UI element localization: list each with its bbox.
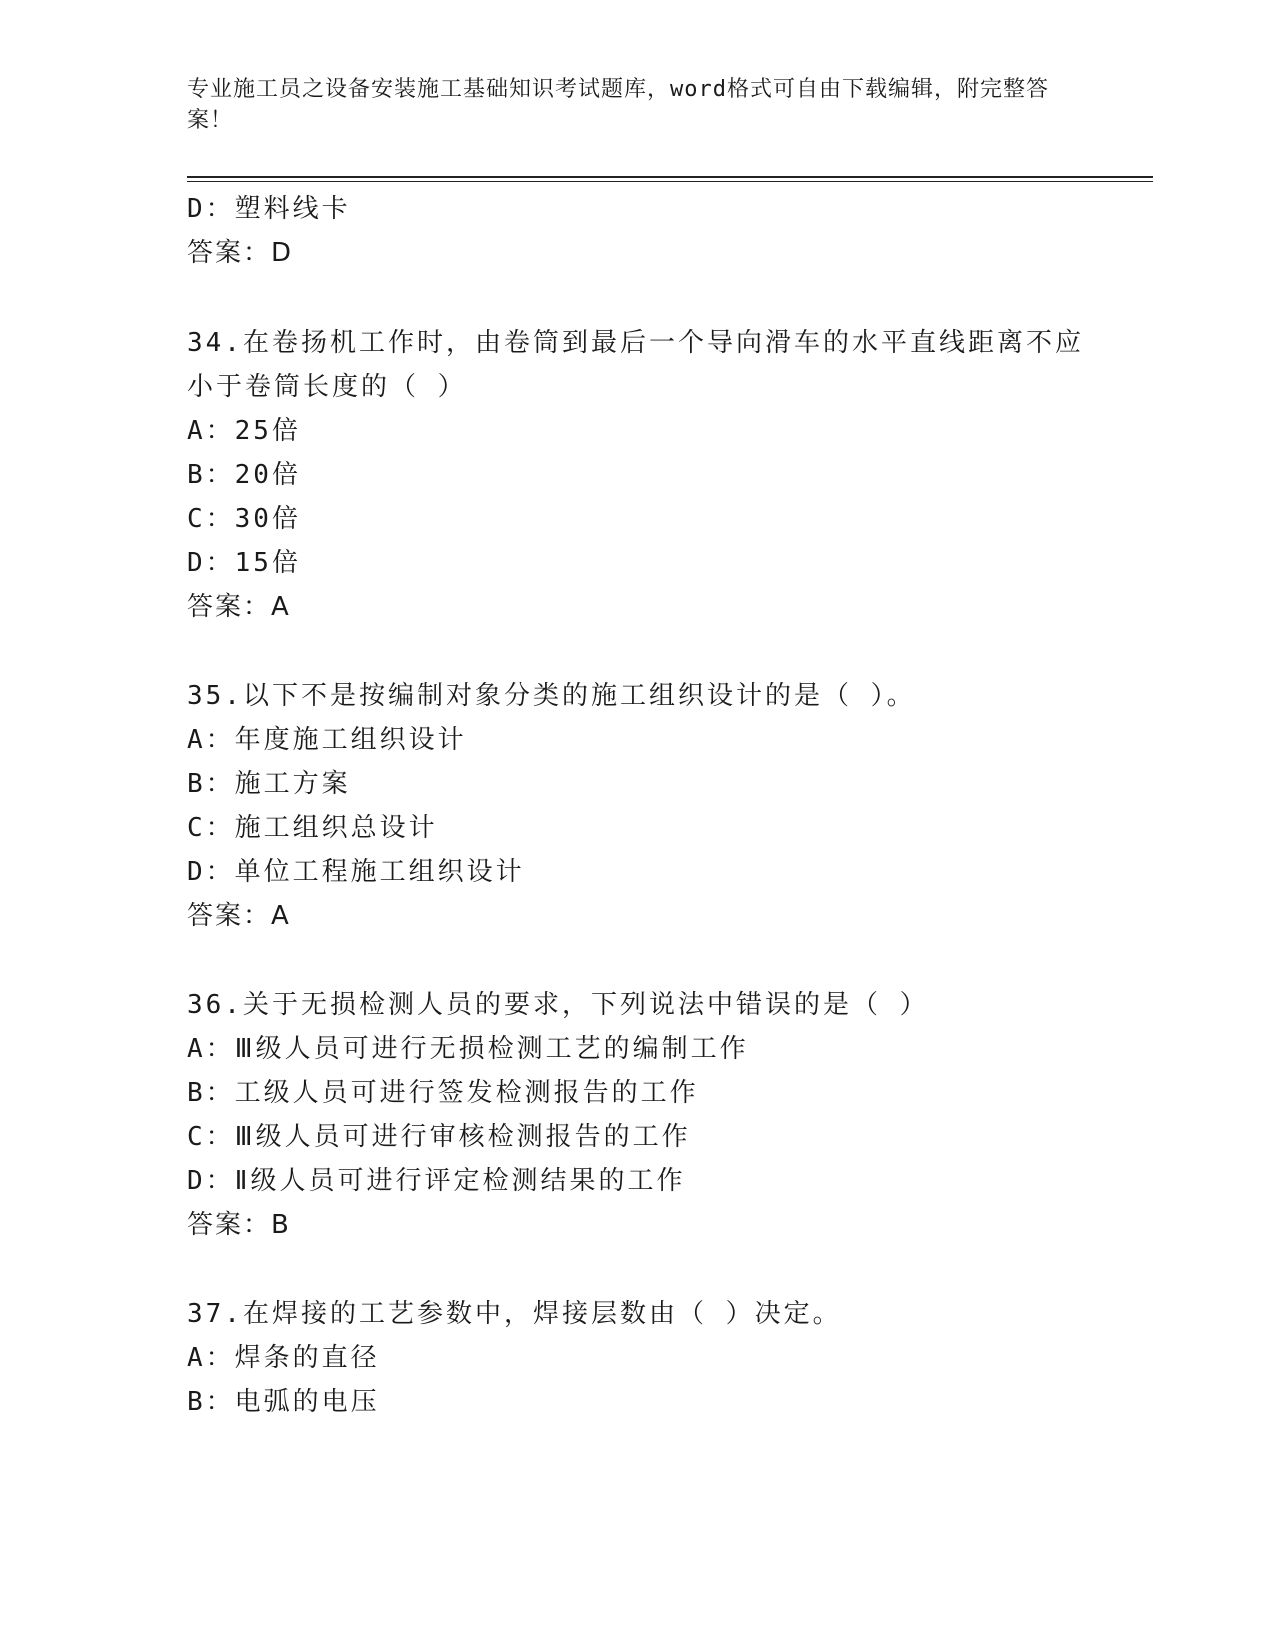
option-36-a: A：Ⅲ级人员可进行无损检测工艺的编制工作	[187, 1034, 749, 1064]
question-36: 36.关于无损检测人员的要求，下列说法中错误的是（ ）	[187, 990, 929, 1020]
option-33-d: D：塑料线卡	[187, 194, 351, 224]
option-34-c: C：30倍	[187, 504, 301, 534]
option-34-d: D：15倍	[187, 548, 301, 578]
option-36-b: B：工级人员可进行签发检测报告的工作	[187, 1078, 699, 1108]
option-35-c: C：施工组织总设计	[187, 813, 438, 843]
option-35-a: A：年度施工组织设计	[187, 725, 467, 755]
option-36-c: C：Ⅲ级人员可进行审核检测报告的工作	[187, 1122, 691, 1152]
answer-35: 答案：A	[187, 901, 291, 931]
answer-34: 答案：A	[187, 592, 291, 622]
document-header: 专业施工员之设备安装施工基础知识考试题库，word格式可自由下载编辑，附完整答案！	[187, 77, 1049, 133]
answer-33: 答案：D	[187, 238, 294, 268]
question-37: 37.在焊接的工艺参数中，焊接层数由（ ）决定。	[187, 1299, 842, 1329]
question-35: 35.以下不是按编制对象分类的施工组织设计的是（ ）。	[187, 681, 916, 711]
option-37-b: B：电弧的电压	[187, 1387, 380, 1417]
answer-36: 答案：B	[187, 1210, 291, 1240]
option-34-b: B：20倍	[187, 460, 301, 490]
question-34-line-2: 小于卷筒长度的（ ）	[187, 372, 467, 402]
question-34-line-1: 34.在卷扬机工作时，由卷筒到最后一个导向滑车的水平直线距离不应	[187, 328, 1084, 358]
header-rule-thin	[187, 181, 1153, 182]
option-37-a: A：焊条的直径	[187, 1343, 380, 1373]
header-rule-thick	[187, 176, 1153, 178]
option-36-d: D：Ⅱ级人员可进行评定检测结果的工作	[187, 1166, 686, 1196]
option-35-b: B：施工方案	[187, 769, 351, 799]
option-34-a: A：25倍	[187, 416, 301, 446]
option-35-d: D：单位工程施工组织设计	[187, 857, 525, 887]
